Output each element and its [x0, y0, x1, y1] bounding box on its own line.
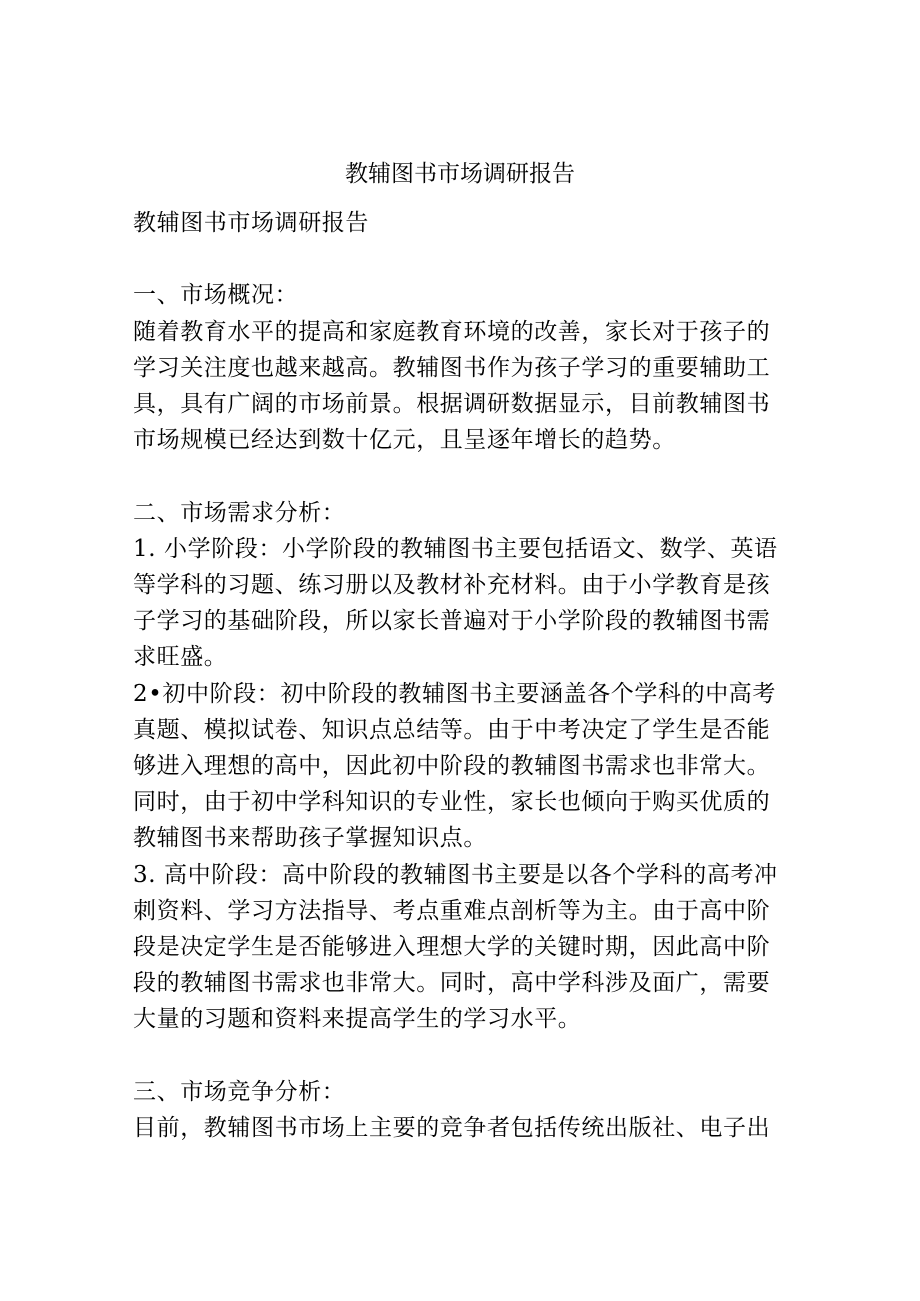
section-heading-demand: 二、市场需求分析：	[133, 499, 346, 526]
document-subtitle: 教辅图书市场调研报告	[133, 210, 369, 236]
blank-line	[133, 1038, 788, 1074]
blank-line	[133, 241, 788, 277]
section-heading-overview: 一、市场概况：	[133, 282, 299, 309]
section-heading-competition: 三、市场竞争分析：	[133, 1078, 346, 1105]
paragraph-primary-school: 1. 小学阶段：小学阶段的教辅图书主要包括语文、数学、英语等学科的习题、练习册以及教材补充材料。由于小学教育是孩子学习的基础阶段，所以家长普遍对于小学阶段的教辅图书需求旺盛。	[133, 535, 778, 671]
paragraph-high-school: 3. 高中阶段：高中阶段的教辅图书主要是以各个学科的高考冲刺资料、学习方法指导、考点重难点剖析等为主。由于高中阶段是决定学生是否能够进入理想大学的关键时期，因此高中阶段的教辅图书需求也非常大。同时，高中学科涉及面广，需要大量的习题和资料来提高学生的学习水平。	[133, 861, 778, 1033]
blank-line	[133, 458, 788, 494]
document-body	[133, 205, 788, 1146]
paragraph-overview: 随着教育水平的提高和家庭教育环境的改善，家长对于孩子的学习关注度也越来越高。教辅图书作为孩子学习的重要辅助工具，具有广阔的市场前景。根据调研数据显示，目前教辅图书市场规模已经达到数十亿元，且呈逐年增长的趋势。	[133, 318, 771, 454]
paragraph-middle-school: 2•初中阶段：初中阶段的教辅图书主要涵盖各个学科的中高考真题、模拟试卷、知识点总结等。由于中考决定了学生是否能够进入理想的高中，因此初中阶段的教辅图书需求也非常大。同时，由于初中学科知识的专业性，家长也倾向于购买优质的教辅图书来帮助孩子掌握知识点。	[133, 680, 776, 852]
paragraph-competition: 目前，教辅图书市场上主要的竞争者包括传统出版社、电子出	[133, 1115, 771, 1142]
document-title: 教辅图书市场调研报告	[345, 161, 575, 187]
